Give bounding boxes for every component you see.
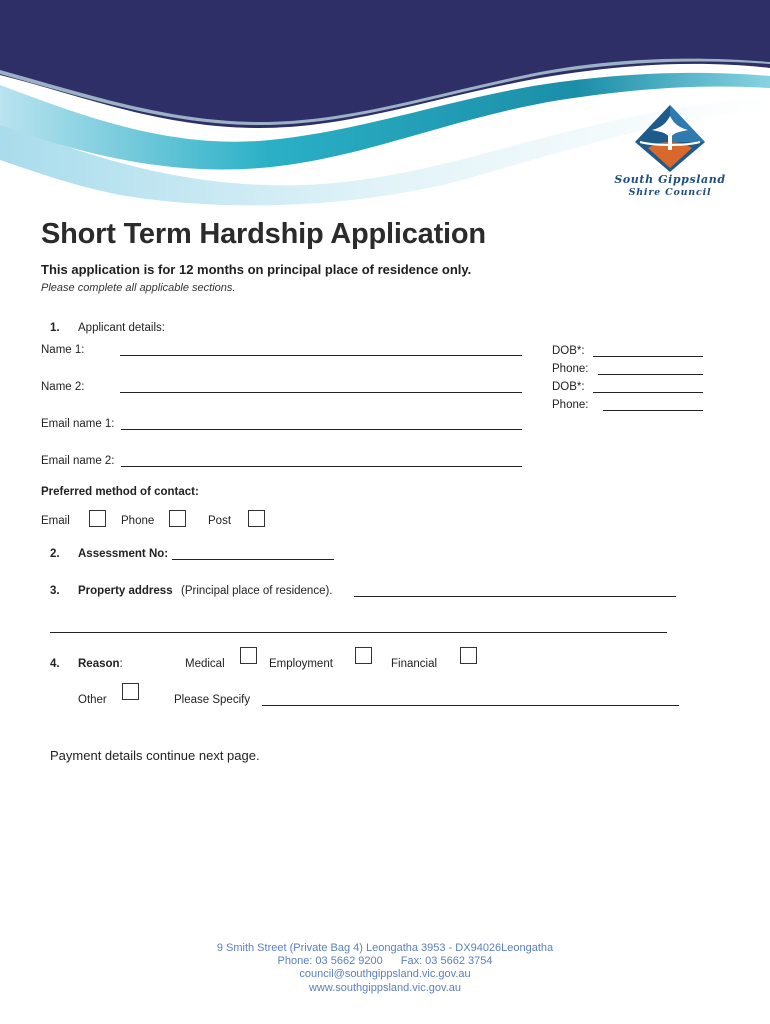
section1-heading: Applicant details: xyxy=(78,322,165,334)
assessment-no-label: Assessment No: xyxy=(78,548,169,560)
footer-phone: Phone: 03 5662 9200 xyxy=(277,955,383,967)
name2-label: Name 2: xyxy=(41,381,85,393)
dob2-field[interactable] xyxy=(593,392,703,393)
phone1-field[interactable] xyxy=(598,374,703,375)
council-emblem-icon xyxy=(630,102,710,172)
footer-fax: Fax: 03 5662 3754 xyxy=(400,955,493,967)
reason-employment-checkbox[interactable] xyxy=(355,647,372,664)
form-instruction: Please complete all applicable sections. xyxy=(41,282,236,294)
dob2-label: DOB*: xyxy=(552,381,585,393)
email1-label: Email name 1: xyxy=(41,418,115,430)
please-specify-field[interactable] xyxy=(262,705,679,706)
contact-method-heading: Preferred method of contact: xyxy=(41,486,199,498)
name2-field[interactable] xyxy=(120,392,522,393)
email2-label: Email name 2: xyxy=(41,455,115,467)
council-logo xyxy=(600,100,740,205)
contact-email-checkbox[interactable] xyxy=(89,510,106,527)
contact-post-checkbox[interactable] xyxy=(248,510,265,527)
phone2-label: Phone: xyxy=(552,399,589,411)
logo-text-line1: South Gippsland xyxy=(614,173,726,186)
logo-text-line2: Shire Council xyxy=(628,187,712,198)
email2-field[interactable] xyxy=(121,466,522,467)
reason-label: Reason xyxy=(78,658,120,670)
email1-field[interactable] xyxy=(121,429,522,430)
name1-field[interactable] xyxy=(120,355,522,356)
reason-employment-label: Employment xyxy=(269,658,333,670)
continue-note: Payment details continue next page. xyxy=(50,748,260,763)
dob1-label: DOB*: xyxy=(552,345,585,357)
footer-contact-line xyxy=(0,955,770,967)
page-title: Short Term Hardship Application xyxy=(41,218,486,250)
property-address-field-line1[interactable] xyxy=(354,596,676,597)
section3-number: 3. xyxy=(50,585,60,597)
footer-website[interactable]: www.southgippsland.vic.gov.au xyxy=(308,982,462,994)
phone1-label: Phone: xyxy=(552,363,589,375)
section4-number: 4. xyxy=(50,658,60,670)
reason-other-label: Other xyxy=(78,694,107,706)
property-address-field-line2[interactable] xyxy=(50,632,667,633)
footer-email[interactable]: council@southgippsland.vic.gov.au xyxy=(299,968,471,980)
section2-number: 2. xyxy=(50,548,60,560)
footer-address: 9 Smith Street (Private Bag 4) Leongatha 3953 - DX94026Leongatha xyxy=(216,942,554,954)
contact-phone-checkbox[interactable] xyxy=(169,510,186,527)
reason-label-group xyxy=(78,658,123,670)
reason-financial-checkbox[interactable] xyxy=(460,647,477,664)
please-specify-label: Please Specify xyxy=(174,694,251,706)
contact-option-email-label: Email xyxy=(41,515,70,527)
dob1-field[interactable] xyxy=(593,356,703,357)
assessment-no-field[interactable] xyxy=(172,559,334,560)
reason-financial-label: Financial xyxy=(391,658,438,670)
phone2-field[interactable] xyxy=(603,410,703,411)
reason-colon: : xyxy=(119,658,123,670)
contact-option-post-label: Post xyxy=(208,515,232,527)
reason-other-checkbox[interactable] xyxy=(122,683,139,700)
section1-number: 1. xyxy=(50,322,60,334)
property-address-label: Property address xyxy=(78,585,173,597)
property-address-hint: (Principal place of residence). xyxy=(181,585,333,597)
contact-option-phone-label: Phone xyxy=(121,515,155,527)
reason-medical-label: Medical xyxy=(185,658,225,670)
form-subtitle: This application is for 12 months on principal place of residence only. xyxy=(41,262,472,277)
reason-medical-checkbox[interactable] xyxy=(240,647,257,664)
name1-label: Name 1: xyxy=(41,344,85,356)
